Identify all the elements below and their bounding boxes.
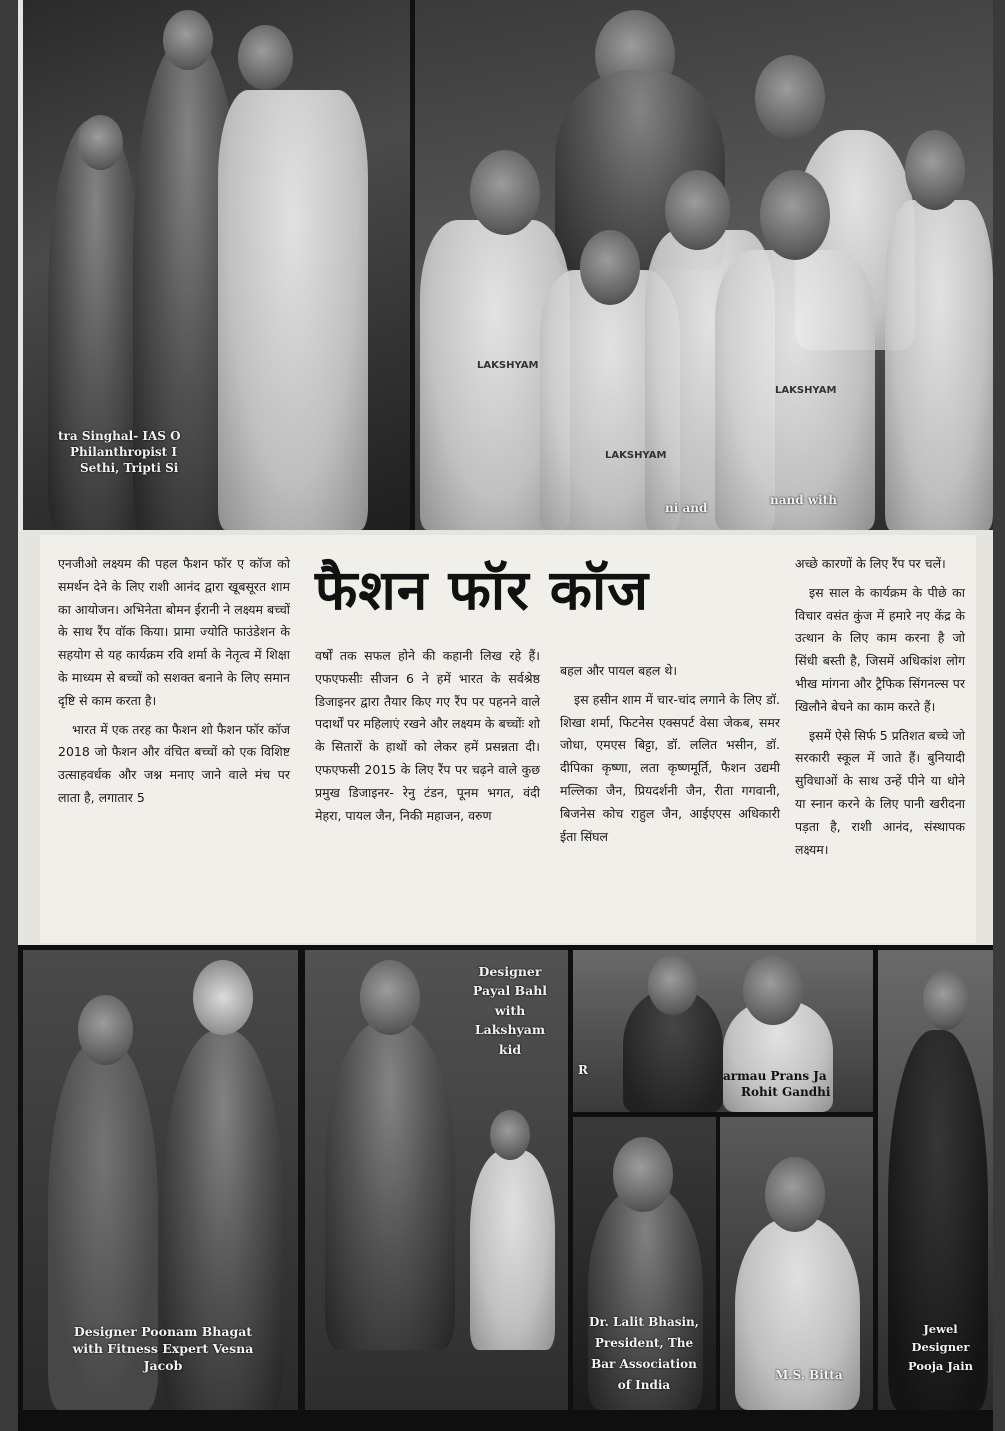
photo-top-left: [23, 0, 410, 530]
caption-top-right-a: ni and: [665, 501, 708, 515]
caption-bottom-4: Jewel Designer Pooja Jain: [908, 1322, 973, 1373]
article-column-2: वर्षों तक सफल होने की कहानी लिख रहे हैं। एफएफसीः सीजन 6 ने हमें भारत के सर्वश्रेष्ठ डिजाइनर द्वारा तैयार किए गए रैंप पर पहनने वाले पदार्थों पर महिलाएं रखने और लक्ष्यम के बच्चोंः शो के सितारों के हाथों को लेकर हमें प्रसन्नता दी। एफएफसी 2015 के लिए रैंप पर चढ़ने वाले कुछ प्रमुख डिजाइनर- रेनु टंडन, पूनम भगत, वंदी मेहरा, पायल जैन, निकी महाजन, वरुण: [315, 648, 540, 823]
photo-bottom-1: [23, 950, 298, 1410]
caption-bottom-2: Designer Payal Bahl with Lakshyam kid: [472, 964, 548, 1057]
tshirt-logo-text: LAKSHYAM: [775, 385, 837, 396]
tshirt-logo-text: LAKSHYAM: [605, 450, 667, 461]
caption-top-left: tra Singhal- IAS O Philanthropist I Sethi, Tripti Si: [58, 429, 181, 476]
article-column-3: बहल और पायल बहल थे। इस हसीन शाम में चार-चांद लगाने के लिए डॉ. शिखा शर्मा, फिटनेस एक्सपर्ट वेसा जेकब, समर जोधा, एमएस बिट्टा, डॉ. ललित भसीन, डॉ. दीपिका कृष्णा, लता कृष्णमूर्ति, फैशन उद्यमी मल्लिका जैन, प्रियदर्शनी जैन, रीता गगवानी, बिजनेस कोच राहुल जैन, आईएएस अधिकारी ईता सिंघल: [560, 663, 780, 844]
caption-bottom-3c: M.S. Bitta: [775, 1368, 843, 1382]
caption-top-right-b: nand with: [770, 493, 837, 507]
photo-top-right: [415, 0, 993, 530]
caption-bottom-3b: Dr. Lalit Bhasin, President, The Bar Association of India: [589, 1315, 699, 1392]
article-headline: फैशन फॉर कॉज: [315, 558, 650, 622]
caption-bottom-3a-left: R: [578, 1063, 588, 1077]
tshirt-logo-text: LAKSHYAM: [477, 360, 539, 371]
photo-bottom-4: [878, 950, 993, 1410]
photo-bottom-3b: [573, 1117, 716, 1410]
article-column-4: अच्छे कारणों के लिए रैंप पर चलें। इस साल के कार्यक्रम के पीछे का विचार वसंत कुंज में हमारे नए केंद्र के उत्थान के लिए काम करना है जो सिंधी बस्ती है, जिसमें अधिकांश लोग भीख मांगना और ट्रैफिक सिंगनल्स पर खिलौने बेचने का काम करते हैं। इसमें ऐसे सिर्फ 5 प्रतिशत बच्चे जो सरकारी स्कूल में जाते हैं। बुनियादी सुविधाओं के साथ उन्हें पीने या धोने या स्नान करने के लिए पानी खरीदना पड़ता है, राशी आनंद, संस्थापक लक्ष्यम।: [795, 556, 965, 857]
newspaper-page: [18, 0, 993, 1431]
photo-bottom-3c: [720, 1117, 873, 1410]
article-block: [40, 535, 976, 943]
caption-bottom-3a: armau Prans Ja Rohit Gandhi: [723, 1069, 831, 1100]
photo-bottom-3a: [573, 950, 873, 1112]
photo-bottom-2: [305, 950, 568, 1410]
article-column-1: एनजीओ लक्ष्यम की पहल फैशन फॉर ए कॉज को समर्थन देने के लिए राशी आनंद द्वारा खूबसूरत शाम का आयोजन। अभिनेता बोमन ईरानी ने लक्ष्यम बच्चों के साथ रैंप वॉक किया। प्रामा ज्योति फाउंडेशन के सहयोग से यह कार्यक्रम रवि शर्मा के नेतृत्व में शिक्षा के माध्यम से बच्चों को सशक्त बनाने के लिए समान दृष्टि से काम करता है। भारत में एक तरह का फैशन शो फैशन फॉर कॉज 2018 जो फैशन और वंचित बच्चों को एक विशिष्ट उत्साहवर्धक और जश्न मनाए जाने वाले मंच पर लाता है, लगातार 5: [58, 556, 290, 805]
caption-bottom-1: Designer Poonam Bhagat with Fitness Expert Vesna Jacob: [72, 1324, 254, 1373]
